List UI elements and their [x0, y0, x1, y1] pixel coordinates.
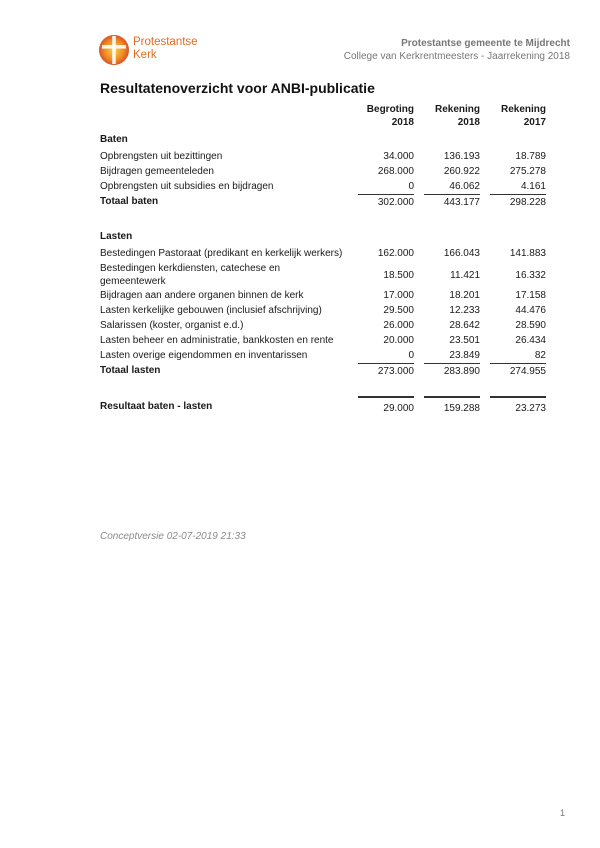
table-row: Opbrengsten uit bezittingen 34.000 136.193 18.789 [100, 151, 546, 162]
result-row: Resultaat baten - lasten 29.000 159.288 23.273 [100, 396, 572, 415]
column-header-begroting: Begroting 2018 [366, 104, 414, 128]
logo-line-1: Protestantse [133, 36, 198, 48]
table-row: Opbrengsten uit subsidies en bijdragen 0 46.062 4.161 [100, 181, 546, 192]
table-row: Lasten overige eigendommen en inventarissen 0 23.849 82 [100, 350, 546, 361]
column-header-row [100, 103, 572, 129]
section-heading-lasten: Lasten [100, 231, 133, 242]
table-row: Bijdragen gemeenteleden 268.000 260.922 275.278 [100, 166, 546, 177]
total-row-lasten: Totaal lasten 273.000 283.890 274.955 [100, 365, 546, 377]
table-row: Bestedingen Pastoraat (predikant en kerkelijk werkers) 162.000 166.043 141.883 [100, 248, 546, 259]
table-row: Lasten beheer en administratie, bankkosten en rente 20.000 23.501 26.434 [100, 335, 546, 346]
results-table [100, 103, 572, 415]
organization-name: Protestantse gemeente te Mijdrecht [401, 38, 570, 49]
table-row: Bestedingen kerkdiensten, catechese en gemeentewerk 18.500 11.421 16.332 [100, 263, 546, 287]
section-heading-baten: Baten [100, 134, 128, 145]
column-header-rekening-2017: Rekening 2017 [500, 104, 546, 128]
document-header [344, 37, 570, 63]
total-row-baten: Totaal baten 302.000 443.177 298.228 [100, 196, 546, 208]
page-title: Resultatenoverzicht voor ANBI-publicatie [100, 80, 375, 96]
table-row: Salarissen (koster, organist e.d.) 26.000 28.642 28.590 [100, 320, 546, 331]
protestantse-kerk-logo [98, 34, 208, 64]
page-number: 1 [560, 808, 566, 818]
church-cross-icon [98, 34, 130, 66]
document-subtitle: College van Kerkrentmeesters - Jaarrekening 2018 [343, 51, 570, 62]
column-header-rekening-2018: Rekening 2018 [434, 104, 480, 128]
concept-version-note: Conceptversie 02-07-2019 21:33 [100, 531, 246, 542]
table-row: Lasten kerkelijke gebouwen (inclusief afschrijving) 29.500 12.233 44.476 [100, 305, 546, 316]
logo-line-2: Kerk [133, 48, 157, 61]
table-row: Bijdragen aan andere organen binnen de kerk 17.000 18.201 17.158 [100, 290, 546, 301]
logo-wordmark [133, 36, 198, 61]
